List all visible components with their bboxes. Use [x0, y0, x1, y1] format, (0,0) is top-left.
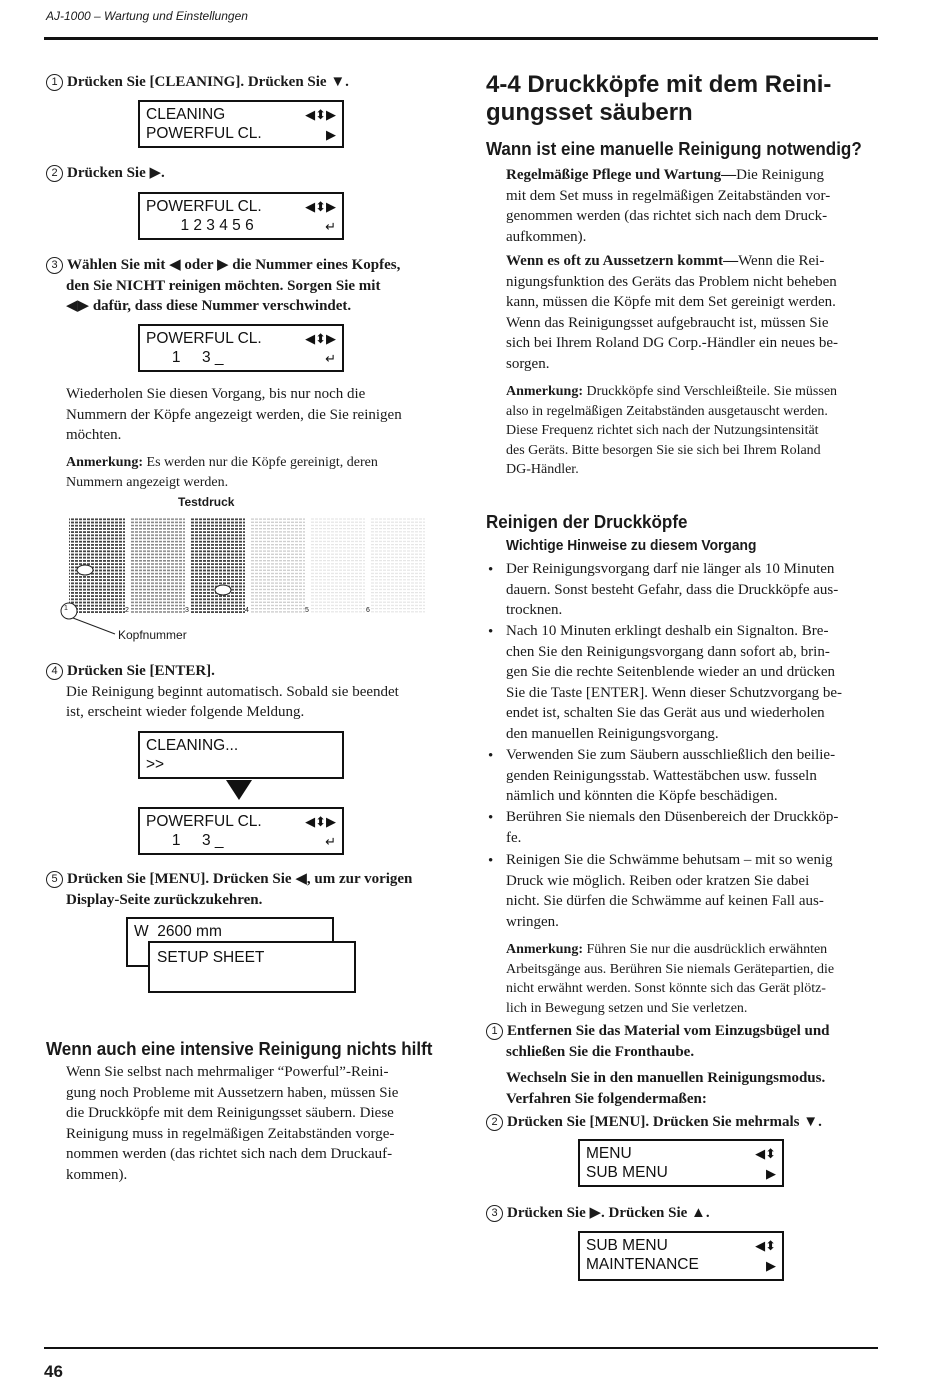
text-line: nämlich und könnten die Köpfe beschädigen. — [506, 788, 778, 804]
footer-rule — [44, 1347, 878, 1349]
manual-mode-instruction — [506, 1068, 881, 1109]
note-heads-cleaned — [66, 453, 456, 492]
head-block-4 — [251, 517, 305, 614]
figure-label-2: 2 — [125, 607, 129, 614]
text-line: Wiederholen Sie diesen Vorgang, bis nur noch die — [66, 386, 366, 402]
down-arrow-icon — [226, 780, 252, 800]
text-line: dauern. Sonst besteht Gefahr, dass die Druckköpfe aus- — [506, 581, 839, 598]
lead-text: Regelmäßige Pflege und Wartung— — [506, 167, 737, 183]
figure-label-4: 4 — [245, 607, 249, 614]
bullet-item — [506, 559, 881, 621]
enter-icon: ↵ — [325, 351, 336, 366]
text-line: Druck wie möglich. Reiben oder kratzen Sie dabei — [506, 872, 810, 889]
step-number: 5 — [46, 871, 63, 888]
text-line: Die Reinigung beginnt automatisch. Sobald sie beendet — [66, 683, 399, 700]
text-line: Wenn die Rei- — [738, 253, 825, 269]
lead-text: Wenn es oft zu Aussetzern kommt— — [506, 253, 739, 269]
text-line: möchten. — [66, 427, 122, 443]
lcd-line-2: MAINTENANCE — [586, 1256, 699, 1273]
lcd-line-2: >> — [146, 756, 165, 773]
text-line: chen Sie den Reinigungsvorgang dann sofort ab, brin- — [506, 643, 830, 660]
lcd-display-powerful-2 — [138, 324, 344, 372]
text-line: nommen werden (das richtet sich nach dem Druckauf- — [66, 1146, 393, 1162]
step-text: Drücken Sie [MENU]. Drücken Sie mehrmals ▼. — [507, 1114, 822, 1130]
text-line: gen Sie die rechte Seitenblende wieder an und drücken — [506, 664, 836, 680]
section-heading-cleaning: Reinigen der Druckköpfe — [486, 511, 688, 532]
lcd-line-1: POWERFUL CL. — [146, 330, 262, 347]
step-number: 2 — [46, 165, 63, 182]
step-number: 2 — [486, 1114, 503, 1131]
paragraph-regular-care — [506, 165, 881, 247]
figure-label-5: 5 — [305, 607, 309, 614]
text-line: die Druckköpfe mit dem Reinigungsset säubern. Diese — [66, 1105, 394, 1121]
callout-line — [73, 618, 115, 634]
right-arrow-icon: ▶ — [766, 1166, 776, 1181]
lcd-display-cleaning — [138, 100, 344, 148]
text-line: Der Reinigungsvorgang darf nie länger als 10 Minuten — [506, 561, 835, 577]
arrows-icon: ◀⬍▶ — [305, 107, 336, 122]
step-number: 4 — [46, 663, 63, 680]
lcd-line-1: CLEANING... — [146, 737, 239, 754]
lcd-line-1: MENU — [586, 1145, 632, 1162]
text-line: Wenn Sie selbst nach mehrmaliger “Powerful”-Reini- — [66, 1064, 389, 1080]
right-step-3 — [486, 1203, 710, 1224]
title-line: gungsset säubern — [486, 99, 693, 126]
running-header: AJ-1000 – Wartung und Einstellungen — [46, 9, 248, 23]
text-line: nicht erwähnt werden. Sonst könnte sich das Gerät plötz- — [506, 981, 826, 996]
text-line: Arbeitsgänge aus. Berühren Sie niemals Gerätepartien, die — [506, 961, 835, 977]
missing-dot-marker — [215, 585, 231, 595]
step-number: 1 — [46, 74, 63, 91]
step-text: Drücken Sie [ENTER]. — [67, 663, 215, 679]
lcd-display-setup-sheet — [148, 941, 356, 993]
text-line: Nach 10 Minuten erklingt deshalb ein Signalton. Bre- — [506, 623, 829, 639]
head-block-2 — [131, 517, 185, 614]
text-line: Nummern der Köpfe angezeigt werden, die Sie reinigen — [66, 406, 402, 423]
enter-icon: ↵ — [325, 219, 336, 234]
lcd-line-2: SUB MENU — [586, 1164, 668, 1181]
bullet-marker: • — [488, 810, 494, 826]
text-line: den manuellen Reinigungsvorgang. — [506, 725, 719, 742]
intensive-paragraph — [66, 1062, 461, 1185]
text-line: endet ist, schalten Sie das Gerät aus und wiederholen — [506, 705, 825, 721]
text-line: fe. — [506, 829, 522, 846]
text-line: Wechseln Sie in den manuellen Reinigungsmodus. — [506, 1070, 826, 1086]
text-line: nigungsfunktion des Geräts das Problem nicht beheben — [506, 273, 837, 290]
section-heading-when: Wann ist eine manuelle Reinigung notwendig? — [486, 138, 862, 159]
lcd-line-1: POWERFUL CL. — [146, 198, 262, 215]
figure-label-3: 3 — [185, 607, 189, 614]
bullet-marker: • — [488, 748, 494, 764]
lcd-line-2: POWERFUL CL. — [146, 125, 262, 142]
step-text: Drücken Sie [CLEANING]. Drücken Sie ▼. — [67, 74, 349, 90]
left-step-2 — [46, 163, 165, 184]
lcd-display-powerful-3 — [138, 807, 344, 855]
lcd-line-2: 1 3 _ — [146, 832, 224, 849]
bullet-item — [506, 850, 881, 932]
text-line: Reinigen Sie die Schwämme behutsam – mit so wenig — [506, 852, 833, 868]
text-line: also in regelmäßigen Zeitabständen ausgetauscht werden. — [506, 403, 828, 419]
step-text-line: Entfernen Sie das Material vom Einzugsbügel und — [507, 1023, 830, 1039]
lcd-display-menu — [578, 1139, 784, 1187]
text-line: nicht. Sie dürfen die Schwämme auf keinen Fall aus- — [506, 893, 824, 909]
callout-label: Kopfnummer — [118, 628, 187, 642]
step-text-line: Wählen Sie mit ◀ oder ▶ die Nummer eines Kopfes, — [67, 257, 401, 273]
arrows-icon: ◀⬍▶ — [305, 331, 336, 346]
step-number: 3 — [486, 1205, 503, 1222]
lcd-line-1: W 2600 mm — [134, 923, 222, 940]
bullet-item — [506, 807, 881, 848]
arrows-icon: ◀⬍ — [755, 1146, 776, 1161]
note-safety — [506, 940, 881, 1018]
text-line: Führen Sie nur die ausdrücklich erwähnten — [583, 942, 828, 957]
test-print-figure — [55, 512, 435, 647]
step-text: Drücken Sie ▶. Drücken Sie ▲. — [507, 1205, 710, 1221]
arrows-icon: ◀⬍ — [755, 1238, 776, 1253]
lcd-line-1: POWERFUL CL. — [146, 813, 262, 830]
figure-label-1: 1 — [64, 605, 68, 612]
text-line: Die Reinigung — [736, 167, 825, 183]
enter-icon: ↵ — [325, 834, 336, 849]
step-number: 3 — [46, 257, 63, 274]
text-line: kann, müssen die Köpfe mit dem Set gereinigt werden. — [506, 294, 836, 310]
step-text-line: den Sie NICHT reinigen möchten. Sorgen Sie mit — [66, 277, 381, 294]
title-line: 4-4 Druckköpfe mit dem Reini- — [486, 71, 832, 98]
lcd-line-2: 1 3 _ — [146, 349, 224, 366]
lcd-line-2: 1 2 3 4 5 6 — [146, 217, 254, 234]
text-line: trocknen. — [506, 602, 563, 618]
lcd-line-1: SETUP SHEET — [157, 949, 265, 966]
left-step-1 — [46, 72, 349, 93]
lcd-display-sub-menu — [578, 1231, 784, 1281]
figure-title: Testdruck — [178, 495, 235, 509]
repeat-paragraph — [66, 384, 456, 446]
chapter-title — [486, 71, 831, 127]
text-line: Berühren Sie niemals den Düsenbereich der Druckköp- — [506, 809, 839, 825]
text-line: Druckköpfe sind Verschleißteile. Sie müssen — [583, 384, 838, 399]
arrows-icon: ◀⬍▶ — [305, 814, 336, 829]
note-label: Anmerkung: — [66, 455, 144, 470]
text-line: lich in Bewegung setzen und Sie verletzen. — [506, 1000, 748, 1016]
text-line: DG-Händler. — [506, 462, 579, 477]
step-text: Drücken Sie ▶. — [67, 165, 165, 181]
bullet-marker: • — [488, 853, 494, 869]
bullet-item — [506, 745, 881, 807]
lcd-display-powerful-1 — [138, 192, 344, 240]
text-line: kommen). — [66, 1166, 128, 1183]
head-block-6 — [371, 517, 425, 614]
right-step-1 — [486, 1021, 881, 1062]
bullet-marker: • — [488, 624, 494, 640]
head-block-3 — [191, 517, 245, 614]
text-line: sich bei Ihrem Roland DG Corp.-Händler ein neues be- — [506, 335, 838, 351]
text-line: ist, erscheint wieder folgende Meldung. — [66, 704, 305, 720]
text-line: wringen. — [506, 913, 559, 930]
missing-dot-marker — [77, 565, 93, 575]
text-line: Diese Frequenz richtet sich nach der Nutzungsintensität — [506, 423, 819, 438]
text-line: Nummern angezeigt werden. — [66, 474, 229, 490]
figure-label-6: 6 — [366, 607, 370, 614]
left-step-4 — [46, 661, 456, 723]
text-line: Wenn das Reinigungsset aufgebraucht ist, müssen Sie — [506, 314, 829, 331]
subsection-heading: Wichtige Hinweise zu diesem Vorgang — [506, 537, 757, 554]
text-line: des Geräts. Bitte besorgen Sie sie sich bei Ihrem Roland — [506, 442, 821, 458]
text-line: aufkommen). — [506, 228, 587, 245]
text-line: Verwenden Sie zum Säubern ausschließlich den beilie- — [506, 747, 836, 763]
head-block-5 — [311, 517, 365, 614]
left-step-5 — [46, 869, 456, 910]
bullet-marker: • — [488, 562, 494, 578]
lcd-line-1: SUB MENU — [586, 1237, 668, 1254]
lcd-display-cleaning-progress — [138, 731, 344, 779]
step-text-line: Drücken Sie [MENU]. Drücken Sie ◀, um zur vorigen — [67, 871, 413, 887]
note-wear-parts — [506, 382, 881, 480]
step-text-line: Display-Seite zurückzukehren. — [66, 891, 263, 908]
text-line: genommen werden (das richtet sich nach dem Druck- — [506, 208, 828, 224]
left-step-3 — [46, 255, 446, 317]
arrows-icon: ◀⬍▶ — [305, 199, 336, 214]
header-rule — [44, 37, 878, 40]
head-block-1 — [69, 517, 125, 614]
step-text-line: schließen Sie die Fronthaube. — [506, 1043, 695, 1060]
right-step-2 — [486, 1112, 822, 1133]
text-line: Verfahren Sie folgendermaßen: — [506, 1090, 707, 1107]
text-line: genden Reinigungsstab. Wattestäbchen usw. fusseln — [506, 767, 817, 784]
section-heading-intensive: Wenn auch eine intensive Reinigung nichts hilft — [46, 1038, 433, 1059]
step-text-line: ◀▶ dafür, dass diese Nummer verschwindet. — [66, 298, 352, 314]
text-line: Es werden nur die Köpfe gereinigt, deren — [143, 455, 378, 470]
text-line: mit dem Set muss in regelmäßigen Zeitabständen vor- — [506, 187, 831, 204]
bullet-item — [506, 621, 881, 744]
note-label: Anmerkung: — [506, 384, 584, 399]
lcd-line-1: CLEANING — [146, 106, 226, 123]
note-label: Anmerkung: — [506, 942, 584, 957]
right-arrow-icon: ▶ — [766, 1258, 776, 1273]
text-line: Reinigung muss in regelmäßigen Zeitabständen vorge- — [66, 1125, 395, 1142]
text-line: sorgen. — [506, 355, 550, 372]
step-number: 1 — [486, 1023, 503, 1040]
right-arrow-icon: ▶ — [326, 127, 336, 142]
text-line: gung noch Probleme mit Aussetzern haben, müssen Sie — [66, 1084, 399, 1101]
page-number: 46 — [44, 1362, 63, 1381]
text-line: Sie die Taste [ENTER]. Wenn dieser Schutzvorgang be- — [506, 684, 842, 701]
paragraph-dropouts — [506, 251, 881, 374]
